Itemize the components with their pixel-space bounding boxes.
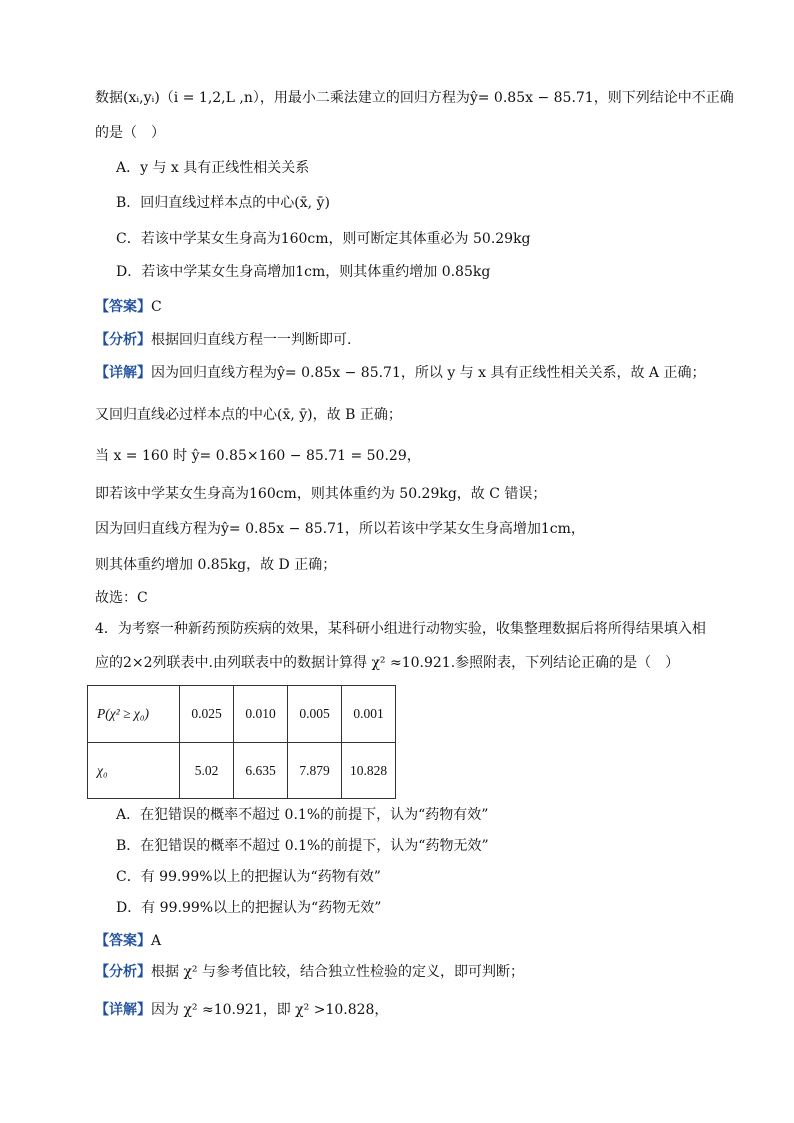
q3-detail-line2: 又回归直线必过样本点的中心(x̄, ȳ)，故 B 正确； [95,407,402,423]
q3-detail-line4: 即若该中学某女生身高为160cm，则其体重约为 50.29kg，故 C 错误； [95,486,547,502]
detail-tag: 【详解】 [95,1002,151,1018]
detail-text: 因为 χ² ≈10.921，即 χ² >10.828， [151,1002,389,1018]
q4-option-a: A．在犯错误的概率不超过 0.1%的前提下，认为“药物有效” [116,807,489,823]
q3-detail-line1 [95,363,705,383]
detail-tag: 【详解】 [95,365,151,381]
table-cell: 0.005 [288,686,342,743]
analysis-tag: 【分析】 [95,332,151,348]
q4-answer [95,931,161,951]
answer-value: A [151,933,162,949]
q3-stem-line2: 的是（ ） [95,125,165,141]
analysis-tag: 【分析】 [95,964,151,980]
q4-stem-line2: 应的2×2列联表中.由列联表中的数据计算得 χ² ≈10.921.参照附表，下列结论正确的是（ ） [95,655,680,671]
answer-tag: 【答案】 [95,933,151,949]
table-cell: 0.001 [342,686,396,743]
table-row [88,686,396,743]
q3-answer [95,297,162,317]
analysis-text: 根据回归直线方程一一判断即可. [151,332,352,348]
table-cell: 0.010 [234,686,288,743]
q4-option-d: D．有 99.99%以上的把握认为“药物无效” [116,900,382,916]
table-header-chi0: χ₀ [88,743,180,799]
chi-square-table [87,685,396,799]
answer-tag: 【答案】 [95,299,151,315]
q3-detail-line6: 则其体重约增加 0.85kg，故 D 正确； [95,557,337,573]
table-cell: 5.02 [180,743,234,799]
q3-option-a: A．y 与 x 具有正线性相关关系 [116,160,310,176]
detail-text: 因为回归直线方程为ŷ= 0.85x − 85.71，所以 y 与 x 具有正线性相关关系，故 A 正确； [151,365,706,381]
answer-value: C [151,299,162,315]
q4-detail [95,1000,388,1020]
q3-choose: 故选：C [95,590,148,606]
q4-analysis [95,962,524,982]
q3-option-c: C．若该中学某女生身高为160cm，则可断定其体重必为 50.29kg [116,231,531,247]
q3-detail-line3: 当 x = 160 时 ŷ= 0.85×160 − 85.71 = 50.29， [95,448,421,464]
q3-stem-line1: 数据(xᵢ,yᵢ)（i = 1,2,L ,n），用最小二乘法建立的回归方程为ŷ= 0.85x − 85.71，则下列结论中不正确 [95,90,734,106]
analysis-text: 根据 χ² 与参考值比较，结合独立性检验的定义，即可判断； [151,964,524,980]
table-cell: 10.828 [342,743,396,799]
q4-option-b: B．在犯错误的概率不超过 0.1%的前提下，认为“药物无效” [116,838,489,854]
table-cell: 7.879 [288,743,342,799]
q3-analysis [95,330,351,350]
q3-option-b: B．回归直线过样本点的中心(x̄, ȳ) [116,195,330,211]
table-cell: 6.635 [234,743,288,799]
q4-option-c: C．有 99.99%以上的把握认为“药物有效” [116,869,381,885]
table-cell: 0.025 [180,686,234,743]
q3-option-d: D．若该中学某女生身高增加1cm，则其体重约增加 0.85kg [116,264,491,280]
q3-detail-line5: 因为回归直线方程为ŷ= 0.85x − 85.71，所以若该中学某女生身高增加1cm， [95,521,585,537]
table-header-p: P(χ² ≥ χ₀) [88,686,180,743]
table-row [88,743,396,799]
q4-stem-line1: 4．为考察一种新药预防疾病的效果，某科研小组进行动物实验，收集整理数据后将所得结果填入相 [95,621,706,637]
